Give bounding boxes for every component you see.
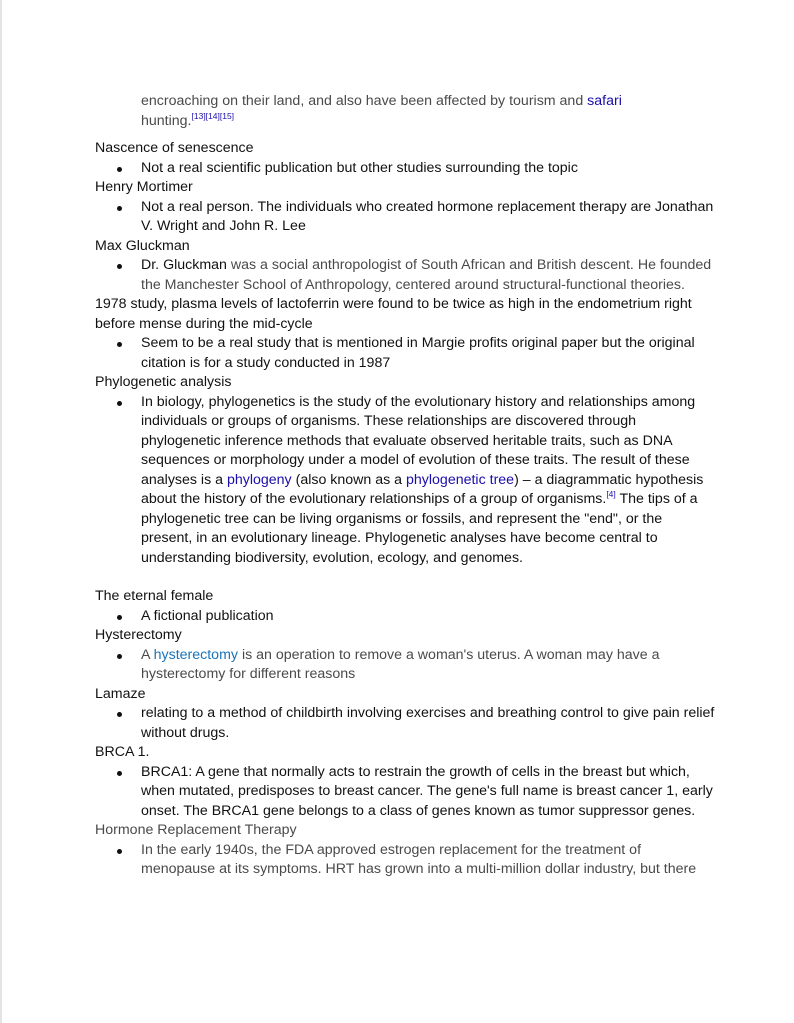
safari-link[interactable]: safari xyxy=(587,93,622,109)
hysterectomy-link[interactable]: hysterectomy xyxy=(153,646,238,663)
phylogenetic-tree-link[interactable]: phylogenetic tree xyxy=(406,471,515,488)
entry-list-nascence xyxy=(95,159,715,179)
document-body xyxy=(95,92,715,880)
page-edge xyxy=(0,0,2,1023)
entry-list-brca1 xyxy=(95,763,715,822)
entry-list-hysterectomy xyxy=(95,646,715,685)
entry-list-eternal-female xyxy=(95,607,715,627)
entry-list-max-gluckman xyxy=(95,256,715,295)
list-item: Not a real scientific publication but other studies surrounding the topic xyxy=(95,159,715,179)
list-item: Seem to be a real study that is mentioned in Margie profits original paper but the original citation is for a study conducted in 1987 xyxy=(95,334,715,373)
entry-heading-brca1: BRCA 1. xyxy=(95,744,150,760)
list-item: A fictional publication xyxy=(95,607,715,627)
citation-refs[interactable]: [13][14][15] xyxy=(191,110,235,121)
entry-heading-hysterectomy: Hysterectomy xyxy=(95,627,182,643)
gluckman-name: Dr. Gluckman xyxy=(141,257,227,273)
entry-list-henry-mortimer xyxy=(95,198,715,237)
entry-heading-henry-mortimer: Henry Mortimer xyxy=(95,179,193,195)
entry-heading-nascence: Nascence of senescence xyxy=(95,140,254,156)
entry-heading-max-gluckman: Max Gluckman xyxy=(95,237,190,254)
entry-heading-1978-study: 1978 study, plasma levels of lactoferrin were found to be twice as high in the endometrium right before mense during the mid-cycle xyxy=(95,296,692,332)
entry-list-phylogenetic-analysis xyxy=(95,393,715,569)
continuation-text: encroaching on their land, and also have been affected by tourism and safari hunting.[13][14][15] xyxy=(141,93,622,129)
citation-ref[interactable]: [4] xyxy=(606,489,616,499)
list-item: In the early 1940s, the FDA approved estrogen replacement for the treatment of menopause at its symptoms. HRT has grown into a multi-million dollar industry, but there xyxy=(95,841,715,880)
list-item: Dr. Gluckman was a social anthropologist of South African and British descent. He founded the Manchester School of Anthropology, centered around structural-functional theories. xyxy=(95,256,715,295)
entry-heading-hrt: Hormone Replacement Therapy xyxy=(95,822,297,838)
list-item: relating to a method of childbirth involving exercises and breathing control to give pain relief without drugs. xyxy=(95,704,715,743)
entry-list-lamaze xyxy=(95,704,715,743)
entry-heading-eternal-female: The eternal female xyxy=(95,588,214,604)
list-item: In biology, phylogenetics is the study of the evolutionary history and relationships among individuals or groups of organisms. These relationships are discovered through phylogenetic inference methods that evaluate observed heritable traits, such as DNA sequences or morphology under a model of evolution of these traits. The result of these analyses is a phylogeny (also known as a phylogenetic tree) – a diagrammatic hypothesis about the history of the evolutionary relationships of a group of organisms.[4] The tips of a phylogenetic tree can be living organisms or fossils, and represent the "end", or the present, in an evolutionary lineage. Phylogenetic analyses have become central to understanding biodiversity, evolution, ecology, and genomes. xyxy=(95,393,715,569)
phylogeny-link[interactable]: phylogeny xyxy=(226,471,292,488)
list-item: A hysterectomy is an operation to remove a woman's uterus. A woman may have a hysterectomy for different reasons xyxy=(95,646,715,685)
entry-list-hrt xyxy=(95,841,715,880)
entry-list-1978-study xyxy=(95,334,715,373)
entry-heading-lamaze: Lamaze xyxy=(95,685,146,702)
entry-heading-phylogenetic-analysis: Phylogenetic analysis xyxy=(95,374,232,390)
list-item: Not a real person. The individuals who created hormone replacement therapy are Jonathan V. Wright and John R. Lee xyxy=(95,198,715,237)
continuation-list xyxy=(95,92,715,131)
list-item: BRCA1: A gene that normally acts to restrain the growth of cells in the breast but which, when mutated, predisposes to breast cancer. The gene's full name is breast cancer 1, early onset. The BRCA1 gene belongs to a class of genes known as tumor suppressor genes. xyxy=(95,763,715,822)
